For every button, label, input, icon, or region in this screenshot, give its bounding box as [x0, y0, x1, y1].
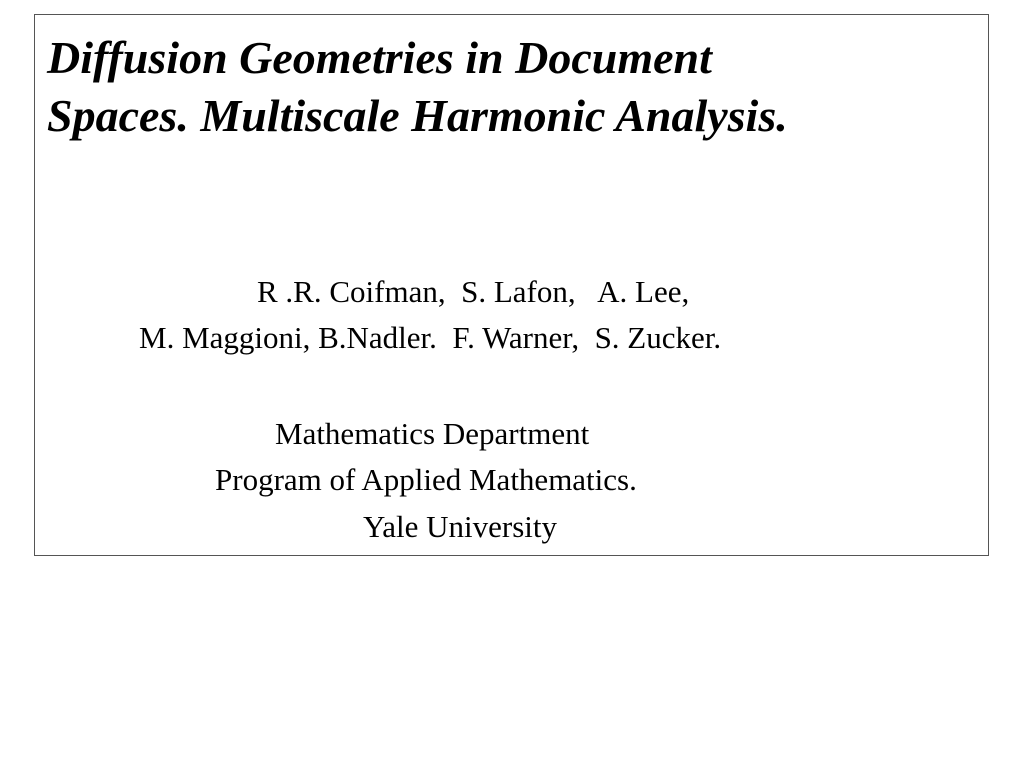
title-line-1: Diffusion Geometries in Document — [47, 32, 712, 83]
university-name: Yale University — [363, 509, 558, 544]
authors-line-1: R .R. Coifman, S. Lafon, A. Lee, — [257, 274, 690, 309]
slide-title — [47, 29, 788, 145]
authors-line-2: M. Maggioni, B.Nadler. F. Warner, S. Zucker. — [139, 320, 722, 355]
slide-frame — [34, 14, 989, 556]
title-line-2: Spaces. Multiscale Harmonic Analysis. — [47, 90, 788, 141]
department-name: Mathematics Department — [275, 416, 590, 451]
program-name: Program of Applied Mathematics. — [215, 462, 637, 497]
